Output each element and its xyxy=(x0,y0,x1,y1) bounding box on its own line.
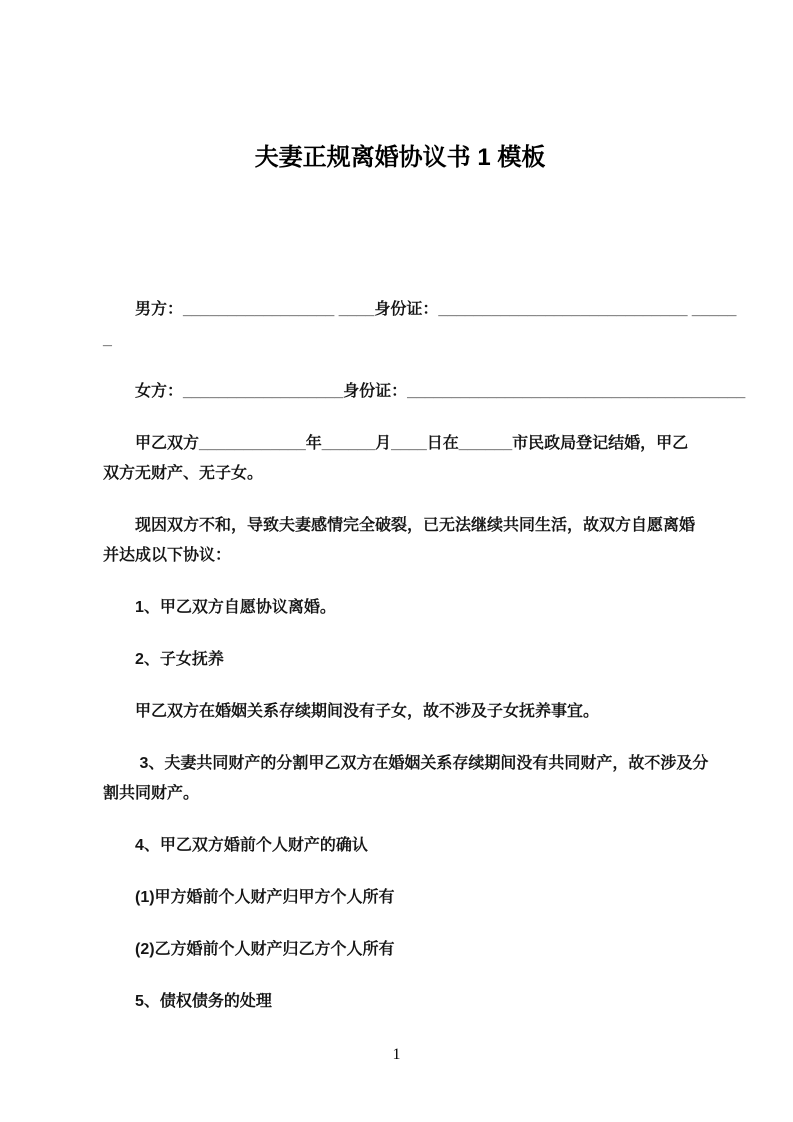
paragraph-line: 4、甲乙双方婚前个人财产的确认 xyxy=(135,837,368,854)
paragraph-line: 现因双方不和，导致夫妻感情完全破裂，已无法继续共同生活，故双方自愿离婚 xyxy=(135,517,696,534)
paragraph xyxy=(103,511,697,571)
paragraph-line: 1、甲乙双方自愿协议离婚。 xyxy=(135,599,336,616)
paragraph xyxy=(103,697,697,727)
paragraph-line: 5、债权债务的处理 xyxy=(135,993,272,1010)
paragraph xyxy=(103,295,737,355)
paragraph xyxy=(103,749,709,809)
paragraph xyxy=(103,987,697,1017)
paragraph-line: 女方：__________________身份证：______________________________________ xyxy=(135,383,746,400)
paragraph-line: 甲乙双方____________年______月____日在______市民政局登记结婚，甲乙 xyxy=(135,435,689,452)
paragraph xyxy=(103,883,697,913)
paragraph xyxy=(103,377,746,407)
paragraph-line: 并达成以下协议： xyxy=(103,547,232,564)
paragraph xyxy=(103,593,697,623)
page-number: 1 xyxy=(392,1046,401,1063)
paragraph xyxy=(103,831,697,861)
paragraph-line: 割共同财产。 xyxy=(103,785,200,802)
document-body xyxy=(103,295,746,1017)
paragraph-line: 男方：_________________ ____身份证：____________________________ _____ xyxy=(135,301,737,318)
paragraph xyxy=(103,429,697,489)
paragraph xyxy=(103,935,697,965)
paragraph-line: (1)甲方婚前个人财产归甲方个人所有 xyxy=(135,889,395,906)
paragraph xyxy=(103,645,697,675)
paragraph-line: (2)乙方婚前个人财产归乙方个人所有 xyxy=(135,941,395,958)
paragraph-line: 双方无财产、无子女。 xyxy=(103,465,264,482)
document-title: 夫妻正规离婚协议书 1 模板 xyxy=(254,144,546,171)
paragraph-line: 3、夫妻共同财产的分割甲乙双方在婚姻关系存续期间没有共同财产，故不涉及分 xyxy=(135,755,709,772)
paragraph-line: 2、子女抚养 xyxy=(135,651,224,668)
paragraph-line: 甲乙双方在婚姻关系存续期间没有子女，故不涉及子女抚养事宜。 xyxy=(135,703,600,720)
paragraph-line: _ xyxy=(103,331,112,348)
